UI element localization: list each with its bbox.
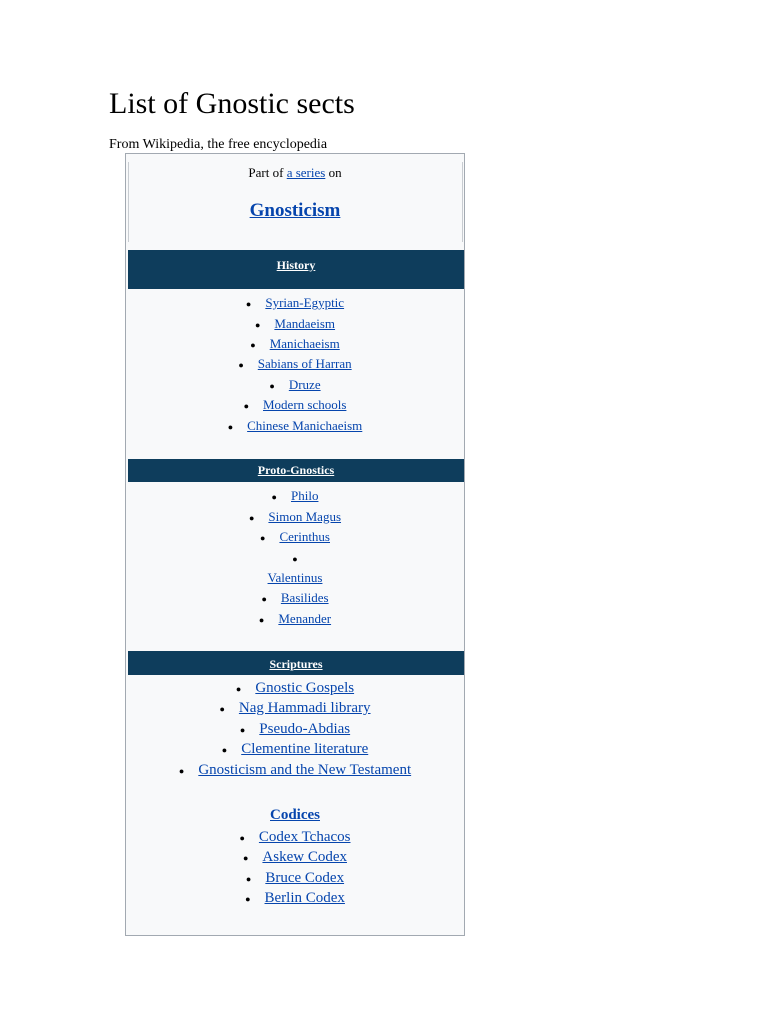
proto-gnostic-link[interactable]: Cerinthus xyxy=(279,529,330,544)
list-item xyxy=(126,315,464,334)
list-item xyxy=(126,396,464,415)
list-item xyxy=(126,847,464,868)
bullet-icon: ● xyxy=(227,422,234,433)
list-item xyxy=(126,569,464,587)
history-link[interactable]: Manichaeism xyxy=(269,336,340,351)
codex-link[interactable]: Bruce Codex xyxy=(265,870,345,886)
list-item xyxy=(126,294,464,313)
series-intro-suffix: on xyxy=(328,165,342,180)
history-link[interactable]: Chinese Manichaeism xyxy=(247,418,363,433)
history-link[interactable]: Mandaeism xyxy=(274,316,336,331)
series-intro xyxy=(126,164,464,182)
series-sidebar xyxy=(125,153,465,936)
series-title xyxy=(126,199,464,223)
list-item xyxy=(126,487,464,506)
list-item xyxy=(126,508,464,527)
scripture-link[interactable]: Clementine literature xyxy=(241,741,369,757)
section-header-proto-gnostics xyxy=(128,459,464,482)
bullet-icon: ● xyxy=(254,320,261,331)
list-item xyxy=(126,698,464,719)
bullet-icon: ● xyxy=(248,513,255,524)
section-link-codices[interactable]: Codices xyxy=(270,807,320,823)
history-link[interactable]: Druze xyxy=(288,377,321,392)
scripture-link[interactable]: Gnosticism and the New Testament xyxy=(198,762,412,778)
bullet-icon: ● xyxy=(269,381,275,392)
bullet-icon: ● xyxy=(178,765,185,776)
list-item xyxy=(126,589,464,608)
list-item xyxy=(126,868,464,889)
list-item xyxy=(126,355,464,374)
series-link[interactable]: a series xyxy=(286,165,326,180)
scripture-link[interactable]: Nag Hammadi library xyxy=(238,700,371,716)
page-tagline: From Wikipedia, the free encyclopedia xyxy=(109,137,328,152)
section-header-scriptures xyxy=(128,651,464,675)
section-link-history[interactable]: History xyxy=(276,258,316,272)
scripture-link[interactable]: Pseudo-Abdias xyxy=(259,721,351,737)
scripture-link[interactable]: Gnostic Gospels xyxy=(255,680,355,696)
history-link[interactable]: Syrian-Egyptic xyxy=(265,295,345,310)
codex-link[interactable]: Codex Tchacos xyxy=(258,829,351,845)
bullet-icon: ● xyxy=(221,744,228,755)
bullet-icon: ● xyxy=(258,615,265,626)
proto-gnostic-link[interactable]: Simon Magus xyxy=(268,509,342,524)
section-header-history xyxy=(128,250,464,289)
section-link-scriptures[interactable]: Scriptures xyxy=(269,657,323,671)
history-link[interactable]: Modern schools xyxy=(263,397,347,412)
proto-gnostic-link[interactable]: Valentinus xyxy=(267,570,323,585)
list-item xyxy=(126,549,464,568)
bullet-icon: ● xyxy=(243,401,249,412)
bullet-icon: ● xyxy=(235,683,242,694)
bullet-icon: ● xyxy=(245,299,252,310)
bullet-icon: ● xyxy=(260,533,266,544)
list-item xyxy=(126,719,464,740)
proto-gnostic-link[interactable]: Basilides xyxy=(280,590,329,605)
list-item xyxy=(126,335,464,354)
codices-heading xyxy=(126,805,464,825)
bullet-icon: ● xyxy=(245,873,252,884)
codex-link[interactable]: Berlin Codex xyxy=(264,890,345,906)
codex-link[interactable]: Askew Codex xyxy=(262,849,347,865)
list-item xyxy=(126,610,464,629)
list-item xyxy=(126,417,464,436)
proto-gnostic-link[interactable]: Philo xyxy=(290,488,319,503)
bullet-icon: ● xyxy=(245,893,251,904)
bullet-icon: ● xyxy=(238,360,244,371)
bullet-icon: ● xyxy=(292,554,298,565)
list-item xyxy=(126,888,464,909)
list-item xyxy=(126,678,464,699)
bullet-icon: ● xyxy=(250,340,256,351)
list-item xyxy=(126,827,464,848)
list-item xyxy=(126,528,464,547)
series-intro-prefix: Part of xyxy=(248,165,284,180)
bullet-icon: ● xyxy=(242,852,249,863)
proto-gnostic-link[interactable]: Menander xyxy=(278,611,332,626)
bullet-icon: ● xyxy=(239,832,245,843)
list-item xyxy=(126,739,464,760)
history-link[interactable]: Sabians of Harran xyxy=(257,356,352,371)
bullet-icon: ● xyxy=(219,703,225,714)
bullet-icon: ● xyxy=(261,594,267,605)
page-title: List of Gnostic sects xyxy=(109,87,355,120)
list-item xyxy=(126,760,464,781)
bullet-icon: ● xyxy=(271,492,277,503)
bullet-icon: ● xyxy=(239,724,246,735)
section-link-proto-gnostics[interactable]: Proto-Gnostics xyxy=(257,463,335,477)
list-item xyxy=(126,376,464,395)
series-title-link[interactable]: Gnosticism xyxy=(249,200,341,221)
